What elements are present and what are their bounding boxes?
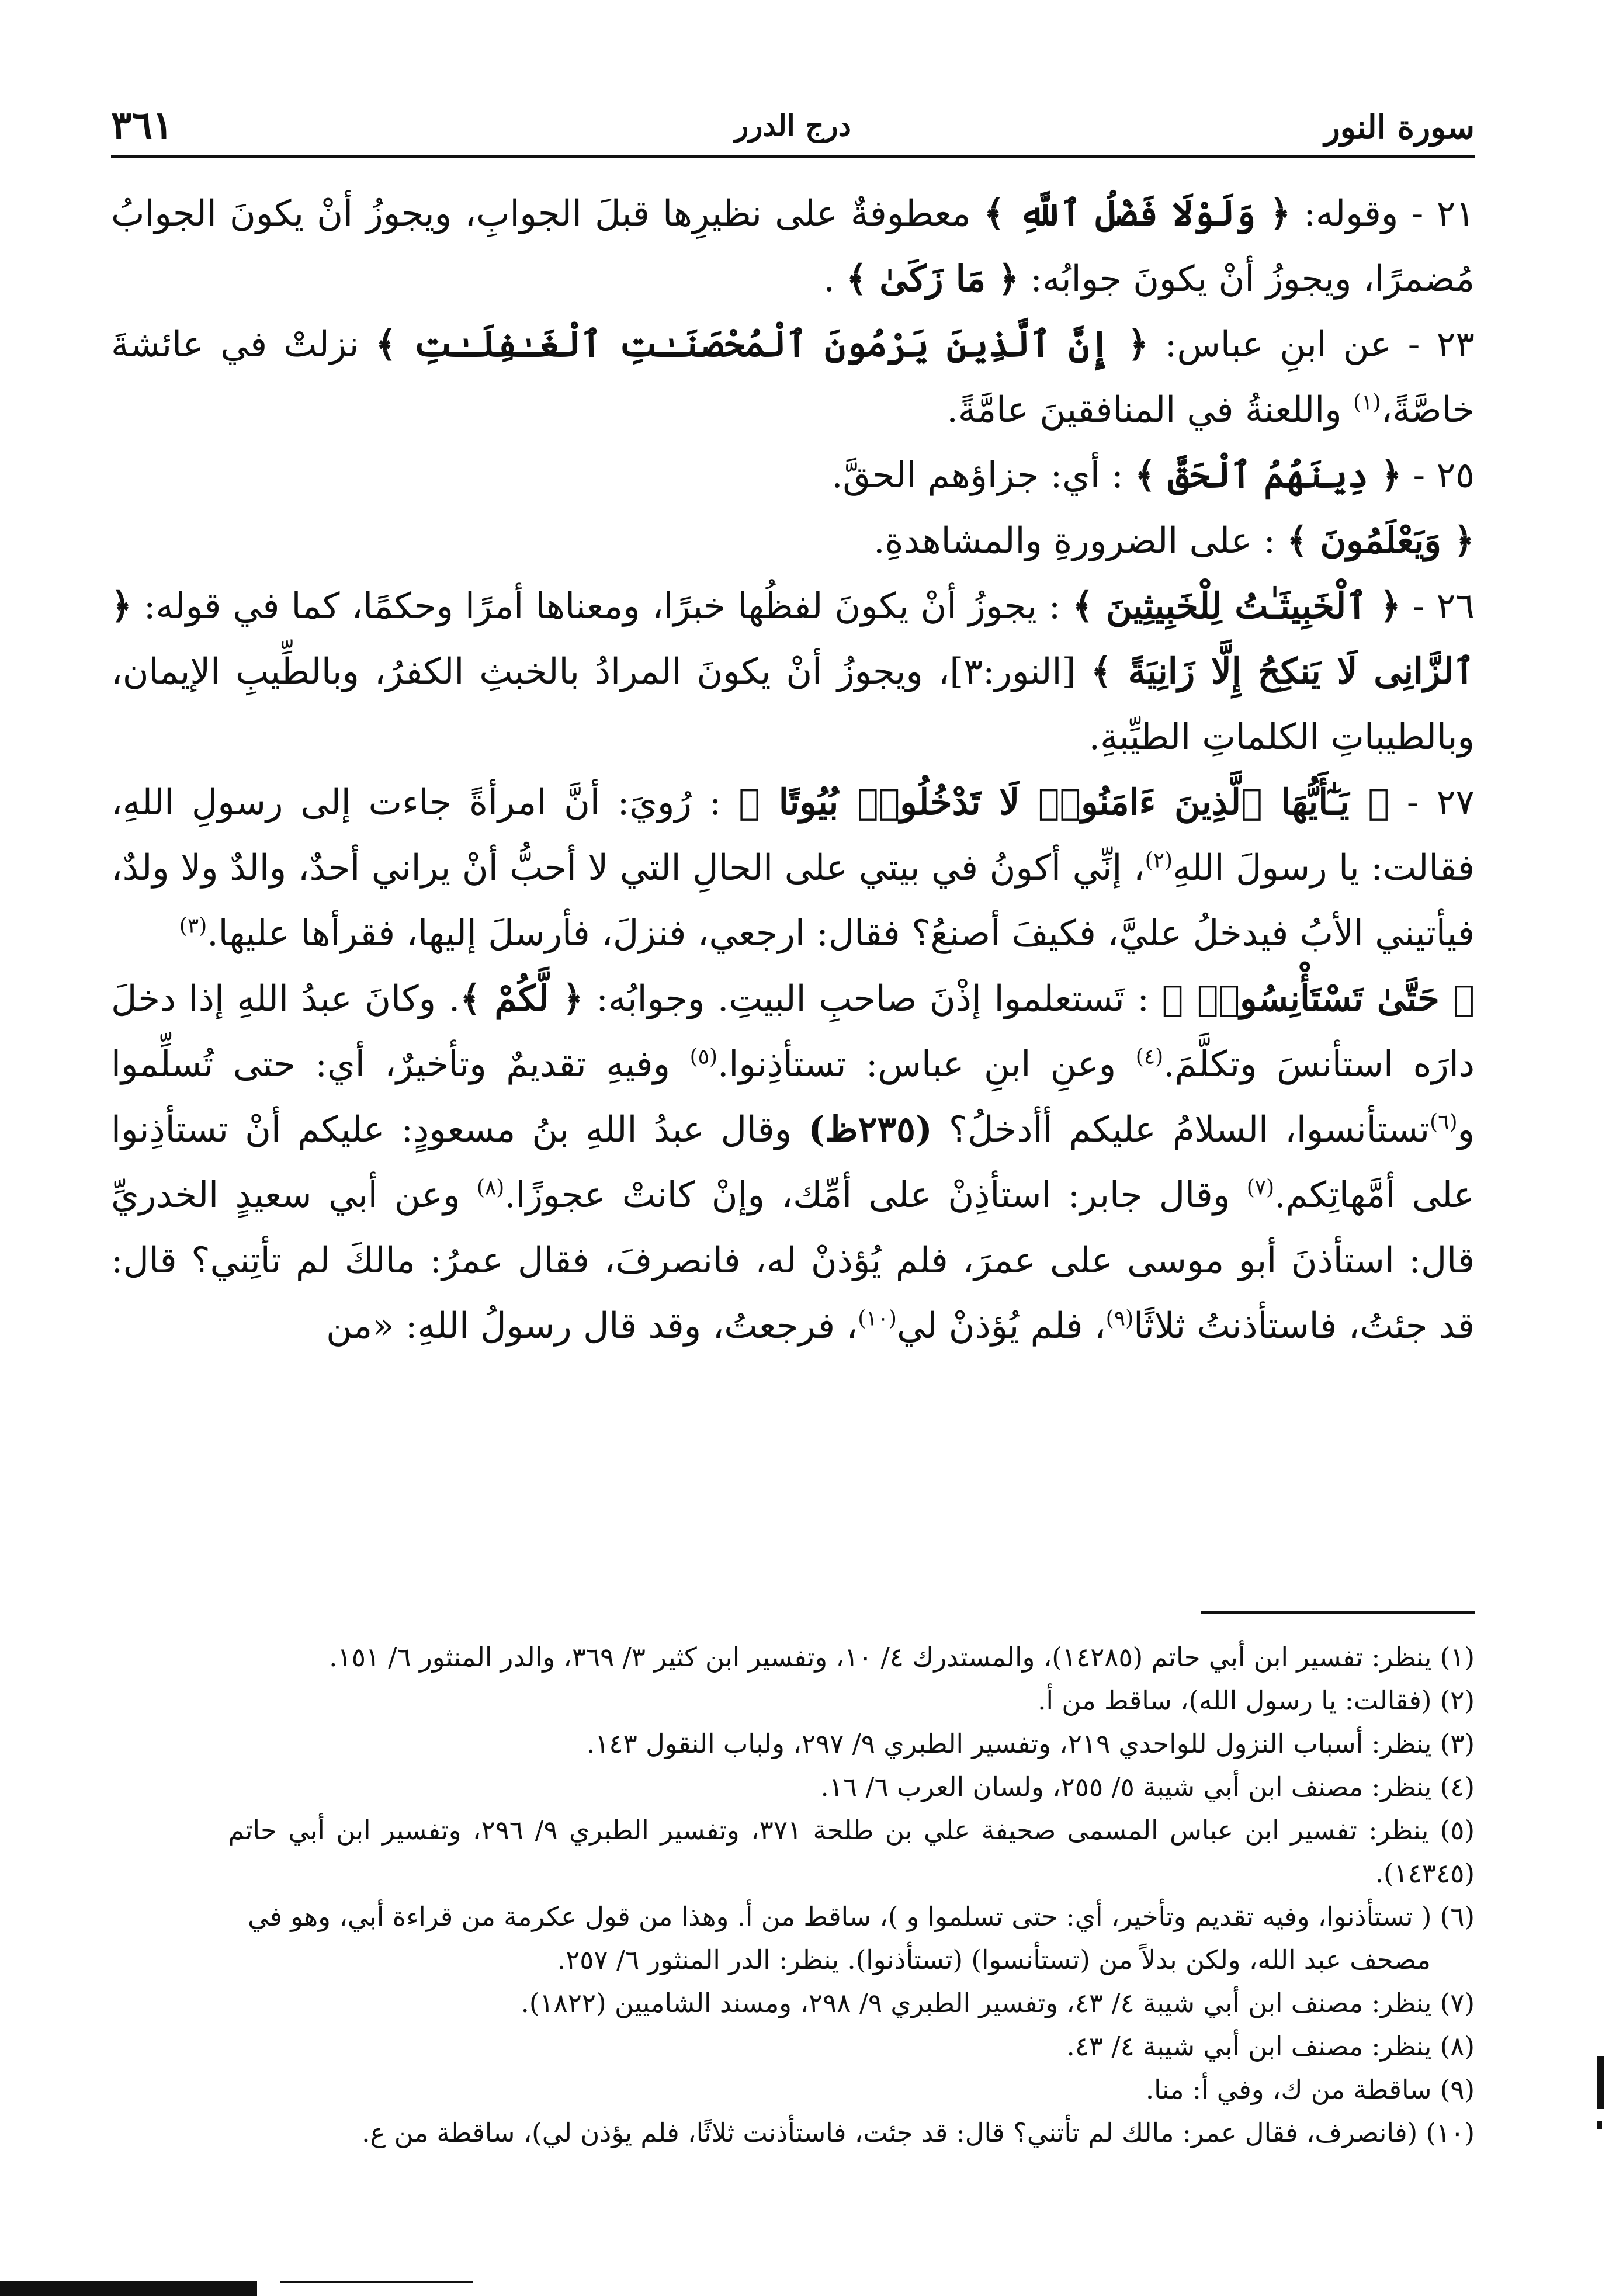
text-run: : يجوزُ أنْ يكونَ لفظُها خبرًا، ومعناها أمرًا وحكمًا، كما في قوله: bbox=[131, 585, 1073, 627]
footnote-2: (٢) (فقالت: يا رسول الله)، ساقط من أ. bbox=[1038, 1685, 1475, 1716]
footnote-4: (٤) ينظر: مصنف ابن أبي شيبة ٥/ ٢٥٥، ولسان العرب ٦/ ١٦. bbox=[820, 1771, 1475, 1802]
text-run: وقال عبدُ اللهِ بنُ مسعودٍ: عليكم أنْ تستأذِنوا على أمَّهاتِكم. bbox=[111, 1109, 1475, 1216]
footnote-6: (٦) ( تستأذنوا، وفيه تقديم وتأخير، أي: حتى تسلموا و )، ساقط من أ. وهذا من قول عكرمة من قراءة أبي، وهو في bbox=[247, 1901, 1475, 1932]
verse-25b-paragraph bbox=[111, 508, 1475, 574]
verse-number: ٢٦ - bbox=[1400, 585, 1475, 627]
text-run: : على الضرورةِ والمشاهدةِ. bbox=[873, 520, 1287, 561]
quran-quote: ﴿ يَـٰٓأَيُّهَا ٱلَّذِينَ ءَامَنُوا۟ لَا تَدْخُلُوا۟ بُيُوتًا ﴾ bbox=[738, 782, 1390, 823]
verse-number: ٢٣ - bbox=[1391, 324, 1475, 365]
verse-23-paragraph bbox=[111, 312, 1475, 443]
verse-27-paragraph bbox=[111, 770, 1475, 966]
hatta-paragraph bbox=[111, 966, 1475, 1359]
quran-quote: ﴿ وَيَعْلَمُونَ ﴾ bbox=[1286, 520, 1475, 561]
text-run: : أي: جزاؤهم الحقَّ. bbox=[831, 455, 1135, 496]
quran-quote: ﴿ وَلَوْلَا فَضْلُ ٱللَّهِ ﴾ bbox=[983, 193, 1291, 234]
scan-edge-bar bbox=[0, 2281, 257, 2296]
book-title: درج الدرر bbox=[734, 108, 851, 143]
text-run: وقوله: bbox=[1291, 193, 1399, 234]
text-run: معطوفةٌ على نظيرِها قبلَ الجوابِ، ويجوزُ أنْ يكونَ الجوابُ مُضمرًا، ويجوزُ أنْ يكونَ جوابُه: bbox=[111, 193, 1475, 300]
verse-number: ٢٧ - bbox=[1389, 782, 1475, 823]
footnote-6-continuation: مصحف عبد الله، ولكن بدلاً من (تستأنسوا) (تستأذنوا). ينظر: الدر المنثور ٦/ ٢٥٧. bbox=[557, 1944, 1431, 1975]
verse-number: ٢١ - bbox=[1398, 193, 1475, 234]
quran-quote: ﴿ لَّكُمْ ﴾ bbox=[460, 978, 584, 1019]
text-run: وفيهِ تقديمٌ وتأخيرٌ، أي: حتى تُسلِّموا و bbox=[111, 1043, 1475, 1150]
footnote-ref[interactable]: (١) bbox=[1353, 390, 1381, 415]
text-run: عن ابنِ عباس: bbox=[1148, 324, 1392, 365]
quran-quote: ﴿ دِينَهُمُ ٱلْحَقَّ ﴾ bbox=[1135, 455, 1402, 496]
verse-25-paragraph bbox=[111, 443, 1475, 508]
text-run: ، إنِّي أكونُ في بيتي على الحالِ التي لا أحبُّ أنْ يراني أحدٌ، والدٌ ولا ولدٌ، فيأتيني الأبُ فيدخلُ عليَّ، فكيفَ أصنعُ؟ فقال: ارجعي، فنزلَ، فأرسلَ إليها، فقرأها عليها. bbox=[111, 847, 1475, 954]
verse-26-paragraph bbox=[111, 574, 1475, 770]
scan-margin-mark bbox=[1597, 2056, 1604, 2109]
footnote-10: (١٠) (فانصرف، فقال عمر: مالك لم تأتني؟ قال: قد جئت، فاستأذنت ثلاثًا، فلم يؤذن لي)، ساقطة من ع. bbox=[362, 2117, 1475, 2148]
verse-number: ٢٥ - bbox=[1402, 455, 1475, 496]
footnote-ref[interactable]: (١٠) bbox=[858, 1306, 897, 1331]
text-run: ، فلم يُؤذنْ لي bbox=[896, 1305, 1106, 1347]
footnote-7: (٧) ينظر: مصنف ابن أبي شيبة ٤/ ٤٣، وتفسير الطبري ٩/ ٢٩٨، ومسند الشاميين (١٨٢٢). bbox=[521, 1988, 1475, 2018]
footnote-ref[interactable]: (٦) bbox=[1430, 1110, 1458, 1135]
text-run: [النور:٣]، ويجوزُ أنْ يكونَ المرادُ بالخبثِ الكفرُ، وبالطِّيبِ الإيمان، وبالطيباتِ الكلماتِ الطيِّبةِ. bbox=[111, 651, 1475, 758]
text-run: تستأنسوا، السلامُ عليكم أأدخلُ؟ bbox=[932, 1109, 1430, 1150]
text-run: : رُويَ: أنَّ امرأةً جاءت إلى رسولِ اللهِ، فقالت: يا رسولَ اللهِ bbox=[111, 782, 1475, 889]
footnote-ref[interactable]: (٢) bbox=[1145, 848, 1173, 873]
quran-quote: ﴿ ٱلْخَبِيثَـٰتُ لِلْخَبِيثِينَ ﴾ bbox=[1072, 585, 1401, 627]
footnote-ref[interactable]: (٣) bbox=[179, 914, 207, 938]
manuscript-folio-marker: (٢٣٥ظ) bbox=[808, 1109, 932, 1150]
text-run: : تَستعلموا إذْنَ صاحبِ البيتِ. وجوابُه: bbox=[583, 978, 1162, 1019]
footnote-ref[interactable]: (٨) bbox=[476, 1175, 505, 1200]
text-run: وقال جابر: استأذِنْ على أمِّك، وإنْ كانتْ عجوزًا. bbox=[504, 1174, 1247, 1216]
footnote-ref[interactable]: (٩) bbox=[1105, 1306, 1134, 1331]
quran-quote: ﴿ إِنَّ ٱلَّذِينَ يَرْمُونَ ٱلْمُحْصَنَـٰتِ ٱلْغَـٰفِلَـٰتِ ﴾ bbox=[375, 324, 1149, 365]
footnote-3: (٣) ينظر: أسباب النزول للواحدي ٢١٩، وتفسير الطبري ٩/ ٢٩٧، ولباب النقول ١٤٣. bbox=[586, 1728, 1475, 1759]
text-run: نزلتْ في عائشةَ خاصَّةً، bbox=[111, 324, 1475, 431]
text-run: . bbox=[823, 258, 847, 300]
text-run: ، فرجعتُ، وقد قال رسولُ اللهِ: «من bbox=[326, 1305, 858, 1347]
scan-margin-dot bbox=[1597, 2121, 1602, 2129]
footnote-1: (١) ينظر: تفسير ابن أبي حاتم (١٤٢٨٥)، والمستدرك ٤/ ١٠، وتفسير ابن كثير ٣/ ٣٦٩، والدر المنثور ٦/ ١٥١. bbox=[329, 1642, 1475, 1673]
footnote-separator bbox=[1201, 1611, 1475, 1614]
verse-21-paragraph bbox=[111, 181, 1475, 312]
footnote-9: (٩) ساقطة من ك، وفي أ: منا. bbox=[1145, 2074, 1475, 2105]
text-run: وعنِ ابنِ عباس: تستأذِنوا. bbox=[717, 1043, 1136, 1085]
page-header bbox=[111, 102, 1475, 158]
text-run: واللعنةُ في المنافقينَ عامَّةً. bbox=[946, 389, 1354, 431]
footnotes bbox=[228, 1636, 1475, 2155]
footnote-ref[interactable]: (٧) bbox=[1246, 1175, 1275, 1200]
surah-title: سورة النور bbox=[1324, 108, 1475, 147]
quran-quote: ﴿ مَا زَكَىٰ ﴾ bbox=[846, 258, 1020, 300]
main-text bbox=[111, 181, 1475, 1359]
scan-edge-line bbox=[280, 2281, 473, 2283]
text-run: وعن أبي سعيدٍ الخدريِّ قال: استأذنَ أبو موسى على عمرَ، فلم يُؤذنْ له، فانصرفَ، فقال عمرُ: مالكَ لم تأتِني؟ قال: قد جئتُ، فاستأذنتُ ثلاثًا bbox=[111, 1174, 1475, 1347]
text-run: . وكانَ عبدُ اللهِ إذا دخلَ دارَه استأنسَ وتكلَّمَ. bbox=[111, 978, 1475, 1085]
footnote-5: (٥) ينظر: تفسير ابن عباس المسمى صحيفة علي بن طلحة ٣٧١، وتفسير الطبري ٩/ ٢٩٦، وتفسير ابن أبي حاتم (١٤٣٤٥). bbox=[228, 1815, 1475, 1889]
footnote-8: (٨) ينظر: مصنف ابن أبي شيبة ٤/ ٤٣. bbox=[1066, 2031, 1475, 2062]
footnote-ref[interactable]: (٤) bbox=[1135, 1045, 1164, 1069]
quran-quote: ﴿ حَتَّىٰ تَسْتَأْنِسُوا۟ ﴾ bbox=[1161, 978, 1475, 1019]
quran-quote: ﴿ ٱلزَّانِى لَا يَنكِحُ إِلَّا زَانِيَةً ﴾ bbox=[111, 585, 1475, 692]
page-number: ٣٦١ bbox=[111, 102, 174, 148]
footnote-ref[interactable]: (٥) bbox=[689, 1045, 718, 1069]
